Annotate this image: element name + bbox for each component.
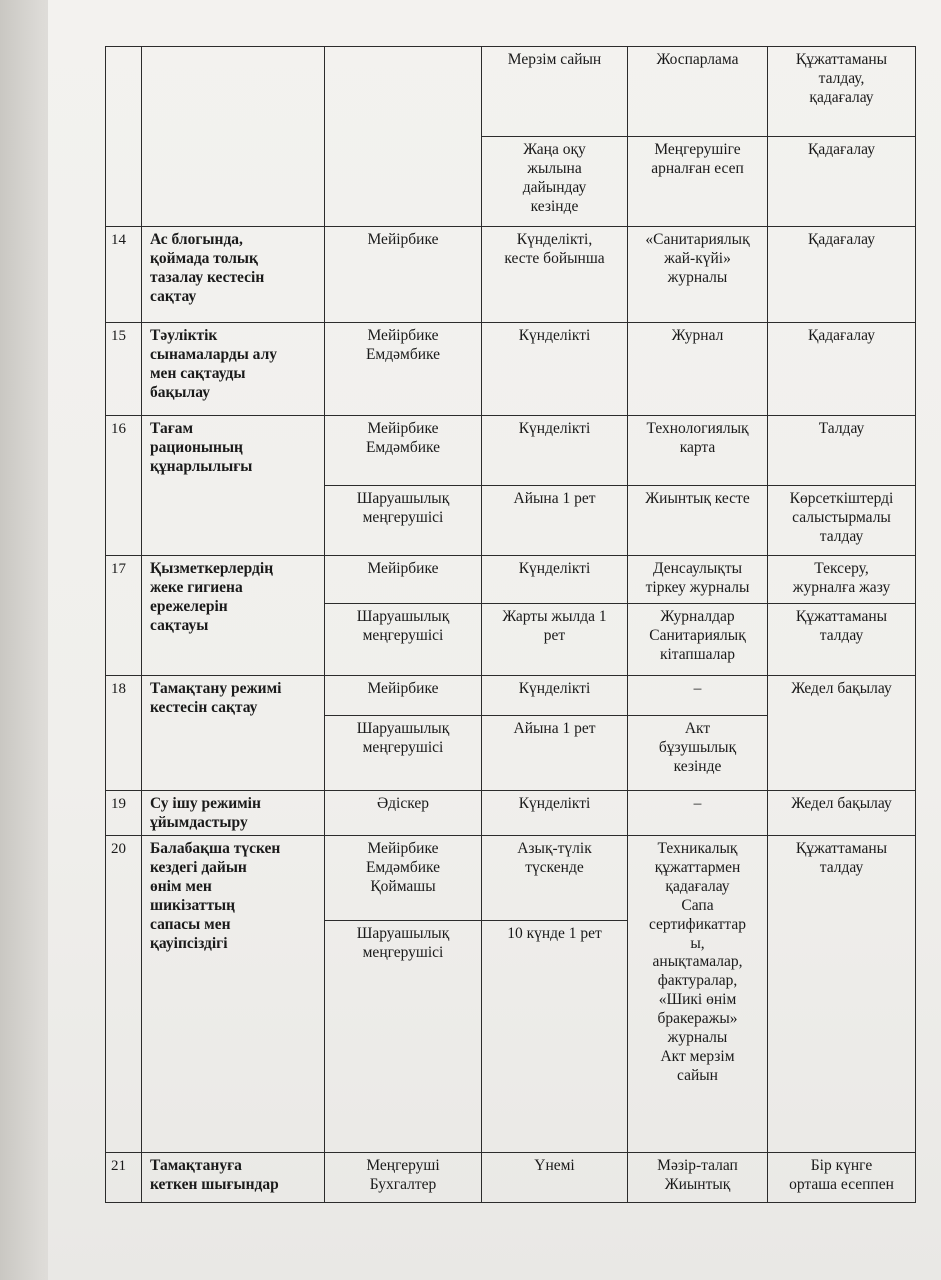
row-number: 19 [106, 791, 142, 836]
cell-line: Санитариялық [649, 626, 746, 644]
cell-line: дайындау [522, 178, 587, 196]
cell-line: Емдәмбике [365, 438, 441, 456]
responsible-cell [325, 791, 482, 836]
frequency-cell [482, 604, 628, 676]
table-row [106, 836, 916, 921]
cell-line: меңгерушісі [362, 738, 444, 756]
frequency-cell [482, 47, 628, 137]
responsible-cell [325, 836, 482, 921]
cell-line: талдау [819, 858, 864, 876]
cell-line: Мейірбике [367, 231, 439, 248]
cell-line: – [693, 680, 702, 697]
method-cell [768, 604, 916, 676]
frequency-cell [482, 791, 628, 836]
row-number: 16 [106, 416, 142, 556]
cell-line: Шаруашылық [356, 925, 450, 942]
cell-line: талдау [819, 527, 864, 545]
row-number: 14 [106, 227, 142, 323]
indicator-name [142, 416, 325, 556]
cell-line: Шаруашылық [356, 608, 450, 625]
method-cell [768, 836, 916, 1153]
table-row [106, 227, 916, 323]
cell-line: Тағам [150, 420, 194, 437]
responsible-cell [325, 1153, 482, 1203]
cell-line: Азық-түлік [517, 840, 592, 857]
cell-line: журналы [667, 268, 728, 286]
cell-line: кітапшалар [659, 645, 736, 663]
cell-line: Техникалық [657, 840, 738, 857]
form-cell [628, 716, 768, 791]
responsible-cell [325, 486, 482, 556]
cell-line: Жаңа оқу [523, 141, 586, 158]
cell-line: орташа есеппен [789, 1175, 894, 1193]
cell-line: журналға жазу [792, 578, 891, 596]
cell-line: мен сақтауды [150, 364, 246, 382]
cell-line: Жиынтық кесте [645, 490, 750, 507]
cell-line: Жедел бақылау [791, 680, 892, 697]
cell-line: 10 күнде 1 рет [507, 925, 602, 942]
cell-line: Журналдар [660, 608, 735, 625]
responsible-cell [325, 676, 482, 716]
cell-line: ұйымдастыру [150, 813, 248, 831]
cell-line: Қызметкерлердің [150, 560, 274, 577]
method-cell [768, 486, 916, 556]
row-number [106, 47, 142, 227]
cell-line: Бухгалтер [369, 1175, 437, 1193]
cell-line: Шаруашылық [356, 490, 450, 507]
cell-line: қауіпсіздігі [150, 934, 228, 952]
cell-line: фактуралар, [657, 972, 738, 990]
responsible-cell [325, 556, 482, 604]
cell-line: Күнделікті [518, 327, 591, 344]
frequency-cell [482, 836, 628, 921]
cell-line: кезінде [530, 197, 579, 215]
cell-line: жылына [527, 159, 582, 177]
cell-line: Акт [684, 720, 711, 737]
cell-line: сапасы мен [150, 915, 231, 933]
cell-line: «Санитариялық [645, 231, 750, 248]
cell-line: Күнделікті [518, 420, 591, 437]
cell-line: Мәзір-талап [657, 1157, 738, 1174]
form-cell [628, 416, 768, 486]
cell-line: Ас блогында, [150, 231, 243, 248]
responsible-cell [325, 323, 482, 416]
cell-line: түскенде [525, 858, 584, 876]
responsible-cell [325, 227, 482, 323]
cell-line: Көрсеткіштерді [789, 490, 894, 507]
cell-line: бұзушылық [658, 738, 737, 756]
cell-line: кеткен шығындар [150, 1175, 279, 1193]
cell-line: қадағалау [665, 877, 730, 895]
cell-line: Мерзім сайын [507, 51, 602, 68]
cell-line: Құжаттаманы [795, 608, 888, 625]
cell-line: Мейірбике [367, 840, 439, 857]
table-row [106, 1153, 916, 1203]
responsible-cell [325, 604, 482, 676]
cell-line: Күнделікті [518, 560, 591, 577]
cell-line: рационының [150, 438, 243, 456]
table-row [106, 47, 916, 137]
cell-line: Сапа [681, 896, 714, 914]
cell-line: Тексеру, [814, 560, 869, 577]
row-number: 17 [106, 556, 142, 676]
indicator-name [142, 556, 325, 676]
cell-line: Үнемі [534, 1157, 575, 1174]
responsible-cell [325, 416, 482, 486]
cell-line: Денсаулықты [652, 560, 743, 577]
indicator-name [142, 323, 325, 416]
cell-line: Мейірбике [367, 327, 439, 344]
form-cell [628, 1153, 768, 1203]
table-row [106, 791, 916, 836]
cell-line: сақтауы [150, 616, 209, 634]
cell-line: – [693, 795, 702, 812]
cell-line: Акт мерзім [660, 1047, 735, 1065]
form-cell [628, 676, 768, 716]
form-cell [628, 486, 768, 556]
cell-line: Мейірбике [367, 680, 439, 697]
table-row [106, 676, 916, 716]
cell-line: Күнделікті [518, 795, 591, 812]
cell-line: кесте бойынша [504, 249, 605, 267]
cell-line: Емдәмбике [365, 345, 441, 363]
cell-line: талдау, [818, 69, 865, 87]
form-cell [628, 604, 768, 676]
cell-line: шикізаттың [150, 896, 236, 914]
frequency-cell [482, 676, 628, 716]
cell-line: карта [679, 438, 716, 456]
cell-line: Балабақша түскен [150, 840, 281, 857]
row-number: 20 [106, 836, 142, 1153]
cell-line: меңгерушісі [362, 943, 444, 961]
method-cell [768, 676, 916, 791]
form-cell [628, 836, 768, 1153]
table-row [106, 416, 916, 486]
cell-line: Журнал [671, 327, 724, 344]
cell-line: Талдау [818, 420, 865, 437]
cell-line: талдау [819, 626, 864, 644]
cell-line: Әдіскер [376, 795, 430, 812]
cell-line: сақтау [150, 287, 197, 305]
cell-line: меңгерушісі [362, 508, 444, 526]
method-cell [768, 791, 916, 836]
cell-line: Мейірбике [367, 560, 439, 577]
frequency-cell [482, 716, 628, 791]
cell-line: журналы [667, 1029, 728, 1047]
row-number: 21 [106, 1153, 142, 1203]
indicator-name [142, 836, 325, 1153]
method-cell [768, 556, 916, 604]
frequency-cell [482, 486, 628, 556]
cell-line: Емдәмбике [365, 858, 441, 876]
table-row [106, 556, 916, 604]
cell-line: Шаруашылық [356, 720, 450, 737]
cell-line: Күнделікті, [516, 231, 593, 248]
cell-line: Айына 1 рет [513, 490, 596, 507]
row-number: 15 [106, 323, 142, 416]
cell-line: «Шикі өнім [658, 991, 737, 1009]
indicator-name [142, 47, 325, 227]
form-cell [628, 137, 768, 227]
cell-line: Бір күнге [810, 1157, 873, 1174]
cell-line: Технологиялық [646, 420, 749, 437]
cell-line: кестесін сақтау [150, 698, 258, 716]
cell-line: меңгерушісі [362, 626, 444, 644]
frequency-cell [482, 137, 628, 227]
form-cell [628, 556, 768, 604]
frequency-cell [482, 323, 628, 416]
cell-line: тазалау кестесін [150, 268, 265, 286]
responsible-cell [325, 716, 482, 791]
cell-line: анықтамалар, [652, 953, 743, 971]
frequency-cell [482, 227, 628, 323]
cell-line: Меңгеруші [366, 1157, 440, 1174]
cell-line: кездегі дайын [150, 858, 247, 876]
cell-line: сынамаларды алу [150, 345, 278, 363]
method-cell [768, 416, 916, 486]
cell-line: жеке гигиена [150, 578, 243, 596]
cell-line: Жоспарлама [656, 51, 739, 68]
control-table [105, 46, 916, 1203]
cell-line: Қоймашы [370, 877, 436, 895]
cell-line: ережелерін [150, 597, 228, 615]
method-cell [768, 47, 916, 137]
cell-line: ы, [690, 934, 705, 952]
cell-line: арналған есеп [651, 159, 744, 177]
indicator-name [142, 227, 325, 323]
cell-line: Қадағалау [808, 231, 875, 248]
method-cell [768, 1153, 916, 1203]
cell-line: қадағалау [809, 88, 874, 106]
cell-line: сертификаттар [648, 915, 747, 933]
frequency-cell [482, 416, 628, 486]
cell-line: Жарты жылда 1 [502, 608, 607, 625]
cell-line: Құжаттаманы [795, 840, 888, 857]
cell-line: Тәуліктік [150, 327, 218, 344]
cell-line: бракеражы» [657, 1010, 738, 1028]
indicator-name [142, 1153, 325, 1203]
method-cell [768, 137, 916, 227]
cell-line: Айына 1 рет [513, 720, 596, 737]
cell-line: жай-күйі» [664, 249, 731, 267]
cell-line: құнарлылығы [150, 457, 253, 475]
method-cell [768, 323, 916, 416]
indicator-name [142, 791, 325, 836]
cell-line: Мейірбике [367, 420, 439, 437]
table-row [106, 323, 916, 416]
cell-line: салыстырмалы [792, 508, 891, 526]
cell-line: кезінде [673, 757, 722, 775]
cell-line: Меңгерушіге [654, 141, 741, 158]
form-cell [628, 791, 768, 836]
frequency-cell [482, 556, 628, 604]
frequency-cell [482, 1153, 628, 1203]
method-cell [768, 227, 916, 323]
indicator-name [142, 676, 325, 791]
cell-line: Қадағалау [808, 141, 875, 158]
cell-line: Жиынтық [664, 1175, 731, 1193]
cell-line: өнім мен [150, 877, 212, 895]
cell-line: бақылау [150, 383, 210, 401]
cell-line: Тамақтану режимі [150, 680, 282, 697]
cell-line: Күнделікті [518, 680, 591, 697]
cell-line: Құжаттаманы [795, 51, 888, 68]
form-cell [628, 227, 768, 323]
cell-line: қоймада толық [150, 249, 258, 267]
responsible-cell [325, 47, 482, 227]
form-cell [628, 47, 768, 137]
cell-line: Тамақтануға [150, 1157, 242, 1174]
frequency-cell [482, 921, 628, 1153]
cell-line: Су ішу режимін [150, 795, 261, 812]
cell-line: Қадағалау [808, 327, 875, 344]
row-number: 18 [106, 676, 142, 791]
form-cell [628, 323, 768, 416]
cell-line: Жедел бақылау [791, 795, 892, 812]
cell-line: құжаттармен [654, 858, 741, 876]
cell-line: рет [543, 626, 566, 644]
cell-line: тіркеу журналы [645, 578, 750, 596]
cell-line: сайын [677, 1066, 718, 1084]
responsible-cell [325, 921, 482, 1153]
